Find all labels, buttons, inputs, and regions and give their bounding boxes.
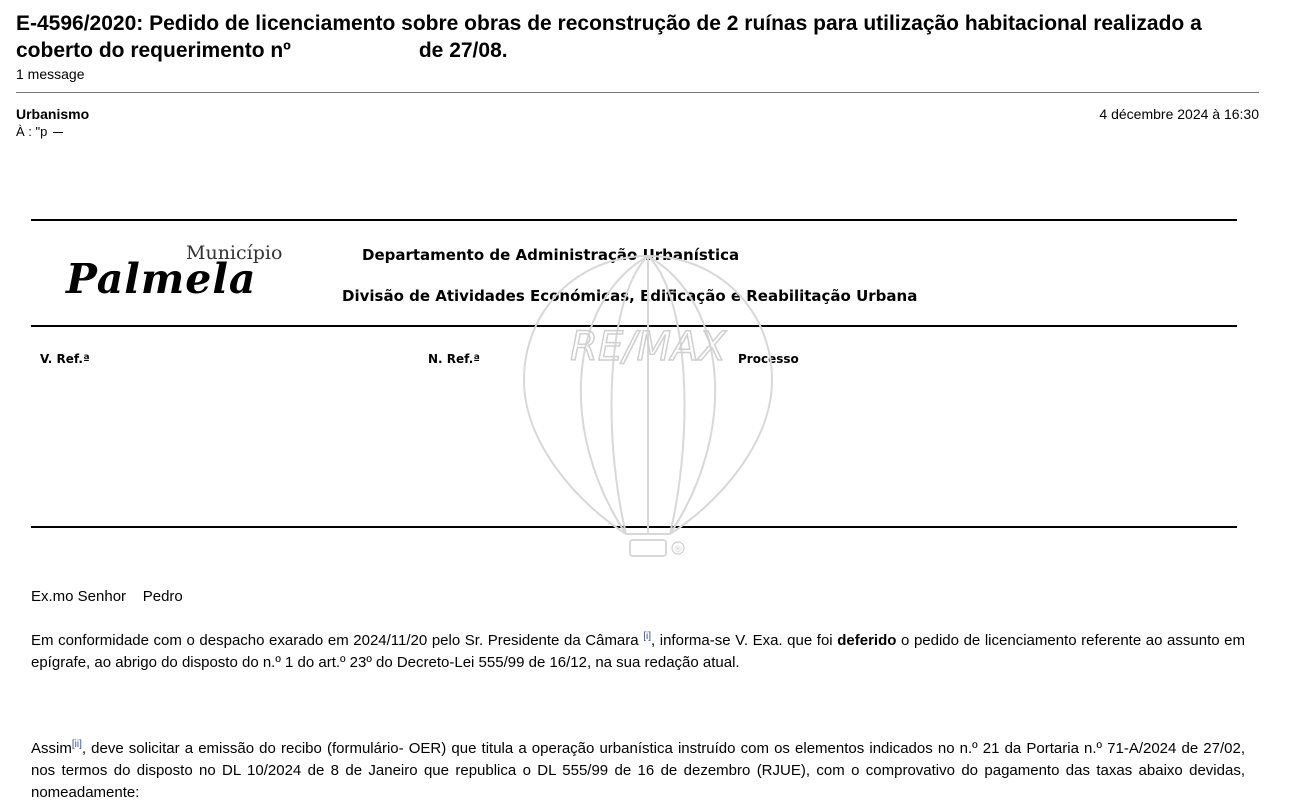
n-ref-label: N. Ref.ª [428, 352, 481, 366]
recipient-name: Pedro [142, 588, 183, 605]
footnote-ref-2[interactable]: [ii] [71, 739, 82, 750]
header-divider [16, 92, 1259, 93]
division-title: Divisão de Atividades Económicas, Edificação e Reabilitação Urbana [342, 287, 918, 305]
sender-name: Urbanismo [16, 106, 90, 122]
v-ref-label: V. Ref.ª [40, 352, 90, 366]
p1-text-end: o pedido de licenciamento referente ao assunto em epígrafe, ao abrigo do disposto do n.º 1 do art.º 23º do Decreto-Lei 555/99 de 16/12, na sua redação atual. [31, 632, 1246, 671]
remax-balloon-watermark [518, 252, 778, 572]
email-subject [16, 10, 1266, 64]
footnote-ref-1[interactable]: [i] [643, 631, 651, 642]
recipient-line [16, 124, 63, 139]
watermark-registered-mark: ® [673, 545, 683, 555]
sent-date: 4 décembre 2024 à 16:30 [1099, 106, 1259, 122]
p2-text-start: Assim [31, 740, 72, 757]
p1-deferido: deferido [837, 632, 897, 649]
p1-text-mid: , informa-se V. Exa. que foi [651, 632, 833, 649]
message-count: 1 message [16, 66, 85, 82]
p2-text-end: , deve solicitar a emissão do recibo (formulário- OER) que titula a operação urbanística instruído com os elementos indicados no n.º 21 da Portaria n.º 71-A/2024 de 27/02, nos termos do disposto no DL 10/2024 de 8 de Janeiro que republica o DL 555/99 de 16 de dezembro (RJUE), com o comprovativo do pagamento das taxas abaixo devidas, nomeadamente: [31, 740, 1245, 801]
recipient-redacted [53, 132, 63, 133]
greeting-line [31, 588, 183, 605]
logo-palmela-text: Palmela [66, 255, 257, 303]
subject-text: E-4596/2020: Pedido de licenciamento sobre obras de reconstrução de 2 ruínas para utilização habitacional realizado a coberto do requerimento nº [16, 12, 1202, 62]
subject-date-text: de 27/08. [418, 39, 508, 62]
recipient-label: À : "p [16, 124, 48, 139]
watermark-brand-text: RE/MAX [570, 324, 726, 370]
paragraph-deferimento [31, 626, 1245, 674]
processo-label: Processo [738, 352, 799, 366]
p1-text-start: Em conformidade com o despacho exarado em 2024/11/20 pelo Sr. Presidente da Câmara [31, 632, 639, 649]
paragraph-assim [31, 734, 1245, 804]
department-title: Departamento de Administração Urbanística [362, 246, 740, 264]
letterhead-top-rule [31, 219, 1237, 221]
logo-municipio-text: Município [186, 242, 283, 264]
greeting-text: Ex.mo Senhor [31, 588, 127, 605]
